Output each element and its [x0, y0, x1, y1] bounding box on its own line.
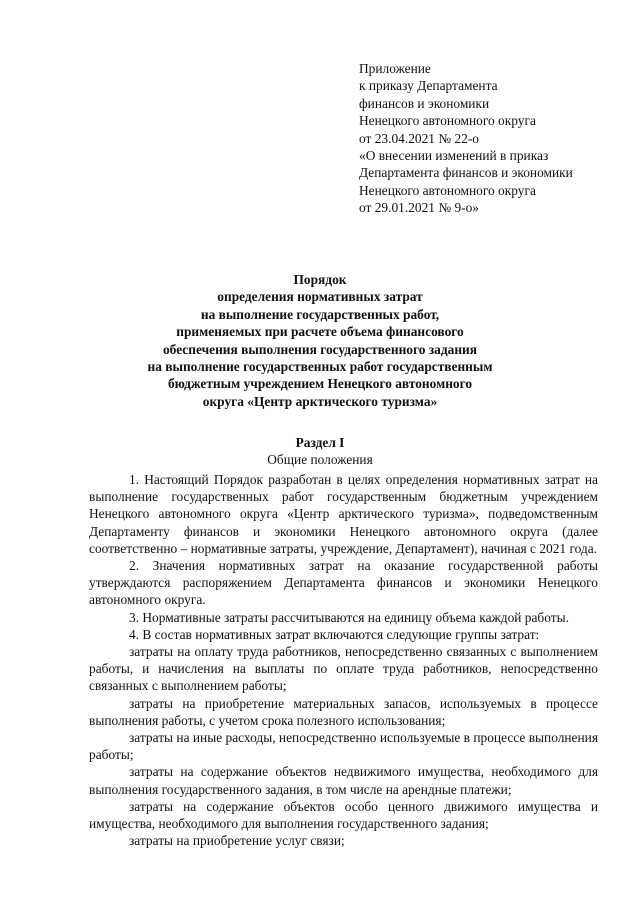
section-number: Раздел I: [295, 435, 345, 450]
title-line: обеспечения выполнения государственного задания: [162, 341, 478, 357]
paragraph: затраты на содержание объектов недвижимого имущества, необходимого для выполнения государственного задания, в том числе на арендные платежи;: [89, 764, 598, 797]
title-line: определения нормативных затрат: [217, 289, 423, 305]
appendix-line: Ненецкого автономного округа: [359, 113, 536, 129]
title-line: бюджетным учреждением Ненецкого автономного: [167, 376, 473, 392]
paragraph: 2. Значения нормативных затрат на оказание государственной работы утверждаются распоряжением Департамента финансов и экономики Ненецкого автономного округа.: [89, 558, 598, 608]
document-title: [120, 271, 520, 410]
title-line: Порядок: [293, 272, 347, 287]
paragraph: 3. Нормативные затраты рассчитываются на единицу объема каждой работы.: [129, 609, 569, 625]
appendix-line: «О внесении изменений в приказ: [359, 148, 549, 164]
appendix-header: [359, 60, 573, 217]
appendix-line: Департамента финансов и экономики: [359, 165, 573, 181]
section-name: Общие положения: [267, 452, 373, 468]
title-line: округа «Центр арктического туризма»: [202, 393, 438, 409]
paragraph: 1. Настоящий Порядок разработан в целях определения нормативных затрат на выполнение государственных работ государственным бюджетным учреждением Ненецкого автономного округа «Центр арктического туризма», подведомственным Департаменту финансов и экономики Ненецкого автономного округа (далее соответственно – нормативные затраты, учреждение, Департамент), начиная с 2021 года.: [89, 472, 598, 556]
appendix-line: финансов и экономики: [359, 95, 490, 111]
title-line: применяемых при расчете объема финансового: [176, 324, 464, 340]
appendix-line: Приложение: [359, 61, 431, 76]
paragraph: затраты на оплату труда работников, непосредственно связанных с выполнением работы, и начисления на выплаты по оплате труда работников, непосредственно связанных с выполнением работы;: [89, 644, 598, 694]
appendix-line: к приказу Департамента: [359, 78, 498, 94]
title-line: на выполнение государственных работ,: [200, 306, 440, 322]
paragraph: затраты на приобретение материальных запасов, используемых в процессе выполнения работы, с учетом срока полезного использования;: [89, 695, 598, 728]
title-line: на выполнение государственных работ государственным: [147, 359, 493, 375]
appendix-line: от 29.01.2021 № 9-о»: [359, 200, 479, 216]
paragraph: 4. В состав нормативных затрат включаются следующие группы затрат:: [129, 626, 540, 642]
section-heading: [0, 434, 640, 468]
paragraph: затраты на иные расходы, непосредственно используемые в процессе выполнения работы;: [89, 730, 598, 763]
paragraph: затраты на приобретение услуг связи;: [129, 833, 345, 849]
document-body: [89, 471, 598, 849]
appendix-line: от 23.04.2021 № 22-о: [359, 130, 479, 146]
appendix-line: Ненецкого автономного округа: [359, 182, 536, 198]
paragraph: затраты на содержание объектов особо ценного движимого имущества и имущества, необходимого для выполнения государственного задания;: [89, 798, 598, 832]
